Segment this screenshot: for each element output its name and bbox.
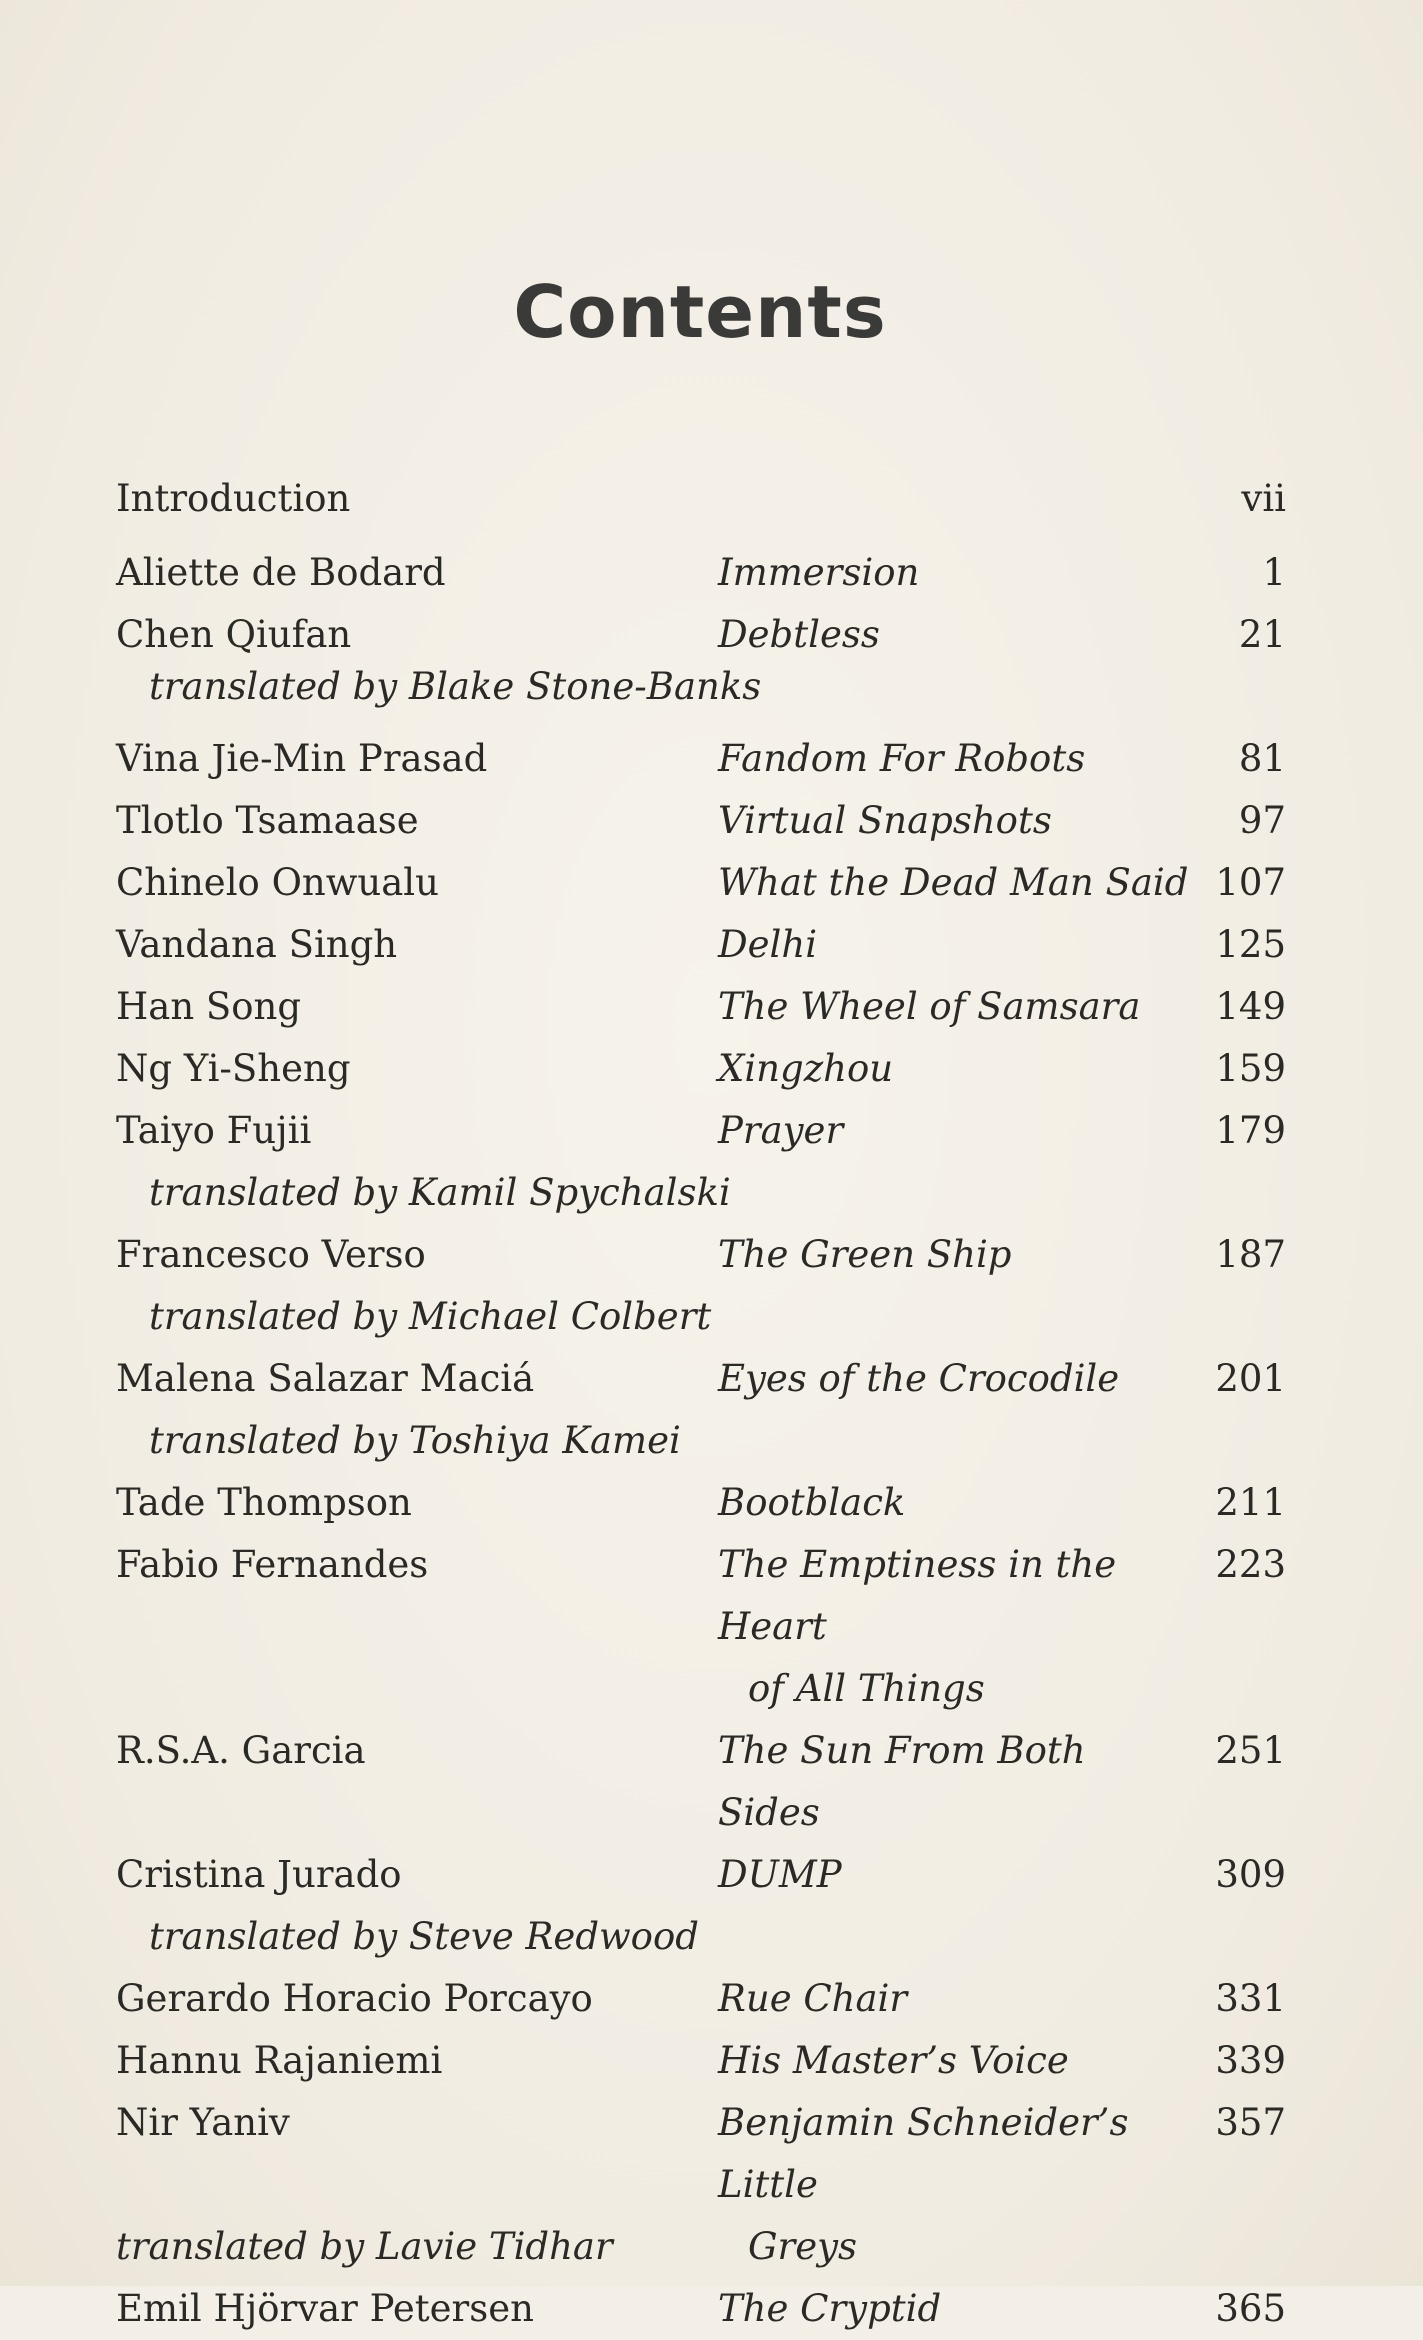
author-name: Nir Yaniv bbox=[116, 2101, 290, 2144]
story-title-cont: Greys bbox=[748, 2225, 858, 2268]
toc-row bbox=[116, 1348, 1286, 1410]
translator-credit: translated by Michael Colbert bbox=[149, 1295, 712, 1338]
story-title-cont: of All Things bbox=[748, 1667, 985, 1710]
page-number: 223 bbox=[1215, 1543, 1286, 1586]
page-number: 81 bbox=[1238, 737, 1286, 780]
translator-credit: translated by Lavie Tidhar bbox=[116, 2225, 613, 2268]
page-number: 125 bbox=[1215, 923, 1286, 966]
author-name: Ng Yi-Sheng bbox=[116, 1047, 351, 1090]
page-title: Contents bbox=[513, 270, 887, 354]
table-of-contents bbox=[116, 468, 1286, 2340]
author-name: Taiyo Fujii bbox=[116, 1109, 312, 1152]
story-title: The Green Ship bbox=[718, 1233, 1012, 1276]
author-name: Francesco Verso bbox=[116, 1233, 426, 1276]
author-name: Chinelo Onwualu bbox=[116, 861, 439, 904]
toc-row bbox=[116, 1968, 1286, 2030]
translator-credit: translated by Blake Stone-Banks bbox=[149, 665, 762, 708]
page-number: 159 bbox=[1215, 1047, 1286, 1090]
author-name: Malena Salazar Maciá bbox=[116, 1357, 535, 1400]
page-number: 365 bbox=[1215, 2287, 1286, 2330]
story-title: Immersion bbox=[718, 551, 920, 594]
author-name: Chen Qiufan bbox=[116, 613, 352, 656]
toc-row-introduction bbox=[116, 468, 1286, 530]
story-title: Benjamin Schneider’s Little bbox=[718, 2101, 1129, 2206]
toc-row bbox=[116, 1224, 1286, 1286]
page-number: 149 bbox=[1215, 985, 1286, 1028]
author-name: Vandana Singh bbox=[116, 923, 398, 966]
story-title: His Master’s Voice bbox=[718, 2039, 1069, 2082]
toc-row bbox=[116, 914, 1286, 976]
page-number: 357 bbox=[1215, 2101, 1286, 2144]
author-name: Han Song bbox=[116, 985, 302, 1028]
author-name: Tade Thompson bbox=[116, 1481, 412, 1524]
story-title: Fandom For Robots bbox=[718, 737, 1086, 780]
page-number: 339 bbox=[1215, 2039, 1286, 2082]
story-title: Prayer bbox=[718, 1109, 844, 1152]
story-title: What the Dead Man Said bbox=[718, 861, 1189, 904]
author-name: Fabio Fernandes bbox=[116, 1543, 429, 1586]
page-number: 309 bbox=[1215, 1853, 1286, 1896]
story-title: Delhi bbox=[718, 923, 818, 966]
story-title: Eyes of the Crocodile bbox=[718, 1357, 1120, 1400]
page-number: 331 bbox=[1215, 1977, 1286, 2020]
story-title: The Sun From Both Sides bbox=[718, 1729, 1086, 1834]
page-number: 251 bbox=[1215, 1729, 1286, 1772]
story-title: Debtless bbox=[718, 613, 880, 656]
author-name: Tlotlo Tsamaase bbox=[116, 799, 419, 842]
author-name: Gerardo Horacio Porcayo bbox=[116, 1977, 593, 2020]
author-name: Aliette de Bodard bbox=[116, 551, 446, 594]
author-name: Hannu Rajaniemi bbox=[116, 2039, 443, 2082]
toc-row bbox=[116, 2030, 1286, 2092]
toc-row bbox=[116, 1100, 1286, 1162]
story-title: DUMP bbox=[718, 1853, 842, 1896]
page-number: 179 bbox=[1215, 1109, 1286, 1152]
page-number: 21 bbox=[1238, 613, 1286, 656]
page-number: 97 bbox=[1238, 799, 1286, 842]
author-name: R.S.A. Garcia bbox=[116, 1729, 366, 1772]
story-title: Virtual Snapshots bbox=[718, 799, 1052, 842]
toc-row bbox=[116, 1720, 1286, 1844]
intro-page: vii bbox=[1241, 477, 1286, 520]
toc-row bbox=[116, 790, 1286, 852]
toc-row bbox=[116, 1472, 1286, 1534]
toc-row bbox=[116, 2092, 1286, 2216]
translator-credit: translated by Kamil Spychalski bbox=[149, 1171, 731, 1214]
toc-row bbox=[116, 976, 1286, 1038]
translator-credit: translated by Toshiya Kamei bbox=[149, 1419, 681, 1462]
toc-row bbox=[116, 1038, 1286, 1100]
story-title: The Cryptid bbox=[718, 2287, 942, 2330]
translator-credit: translated by Steve Redwood bbox=[149, 1915, 699, 1958]
story-title: Rue Chair bbox=[718, 1977, 908, 2020]
page-number: 211 bbox=[1215, 1481, 1286, 1524]
toc-row bbox=[116, 542, 1286, 604]
page-number: 1 bbox=[1262, 551, 1286, 594]
toc-row-continuation bbox=[116, 2216, 1286, 2278]
story-title: Xingzhou bbox=[718, 1047, 894, 1090]
toc-row bbox=[116, 728, 1286, 790]
story-title: The Emptiness in the Heart bbox=[718, 1543, 1117, 1648]
story-title: The Wheel of Samsara bbox=[718, 985, 1141, 1028]
author-name: Vina Jie-Min Prasad bbox=[116, 737, 488, 780]
toc-row bbox=[116, 2278, 1286, 2340]
page-number: 201 bbox=[1215, 1357, 1286, 1400]
author-name: Emil Hjörvar Petersen bbox=[116, 2287, 534, 2330]
toc-row bbox=[116, 1534, 1286, 1658]
story-title: Bootblack bbox=[718, 1481, 906, 1524]
toc-row bbox=[116, 1844, 1286, 1906]
page-number: 187 bbox=[1215, 1233, 1286, 1276]
intro-label: Introduction bbox=[116, 477, 351, 520]
story-title-continuation bbox=[116, 1658, 1286, 1720]
author-name: Cristina Jurado bbox=[116, 1853, 402, 1896]
page-number: 107 bbox=[1215, 861, 1286, 904]
toc-row bbox=[116, 852, 1286, 914]
